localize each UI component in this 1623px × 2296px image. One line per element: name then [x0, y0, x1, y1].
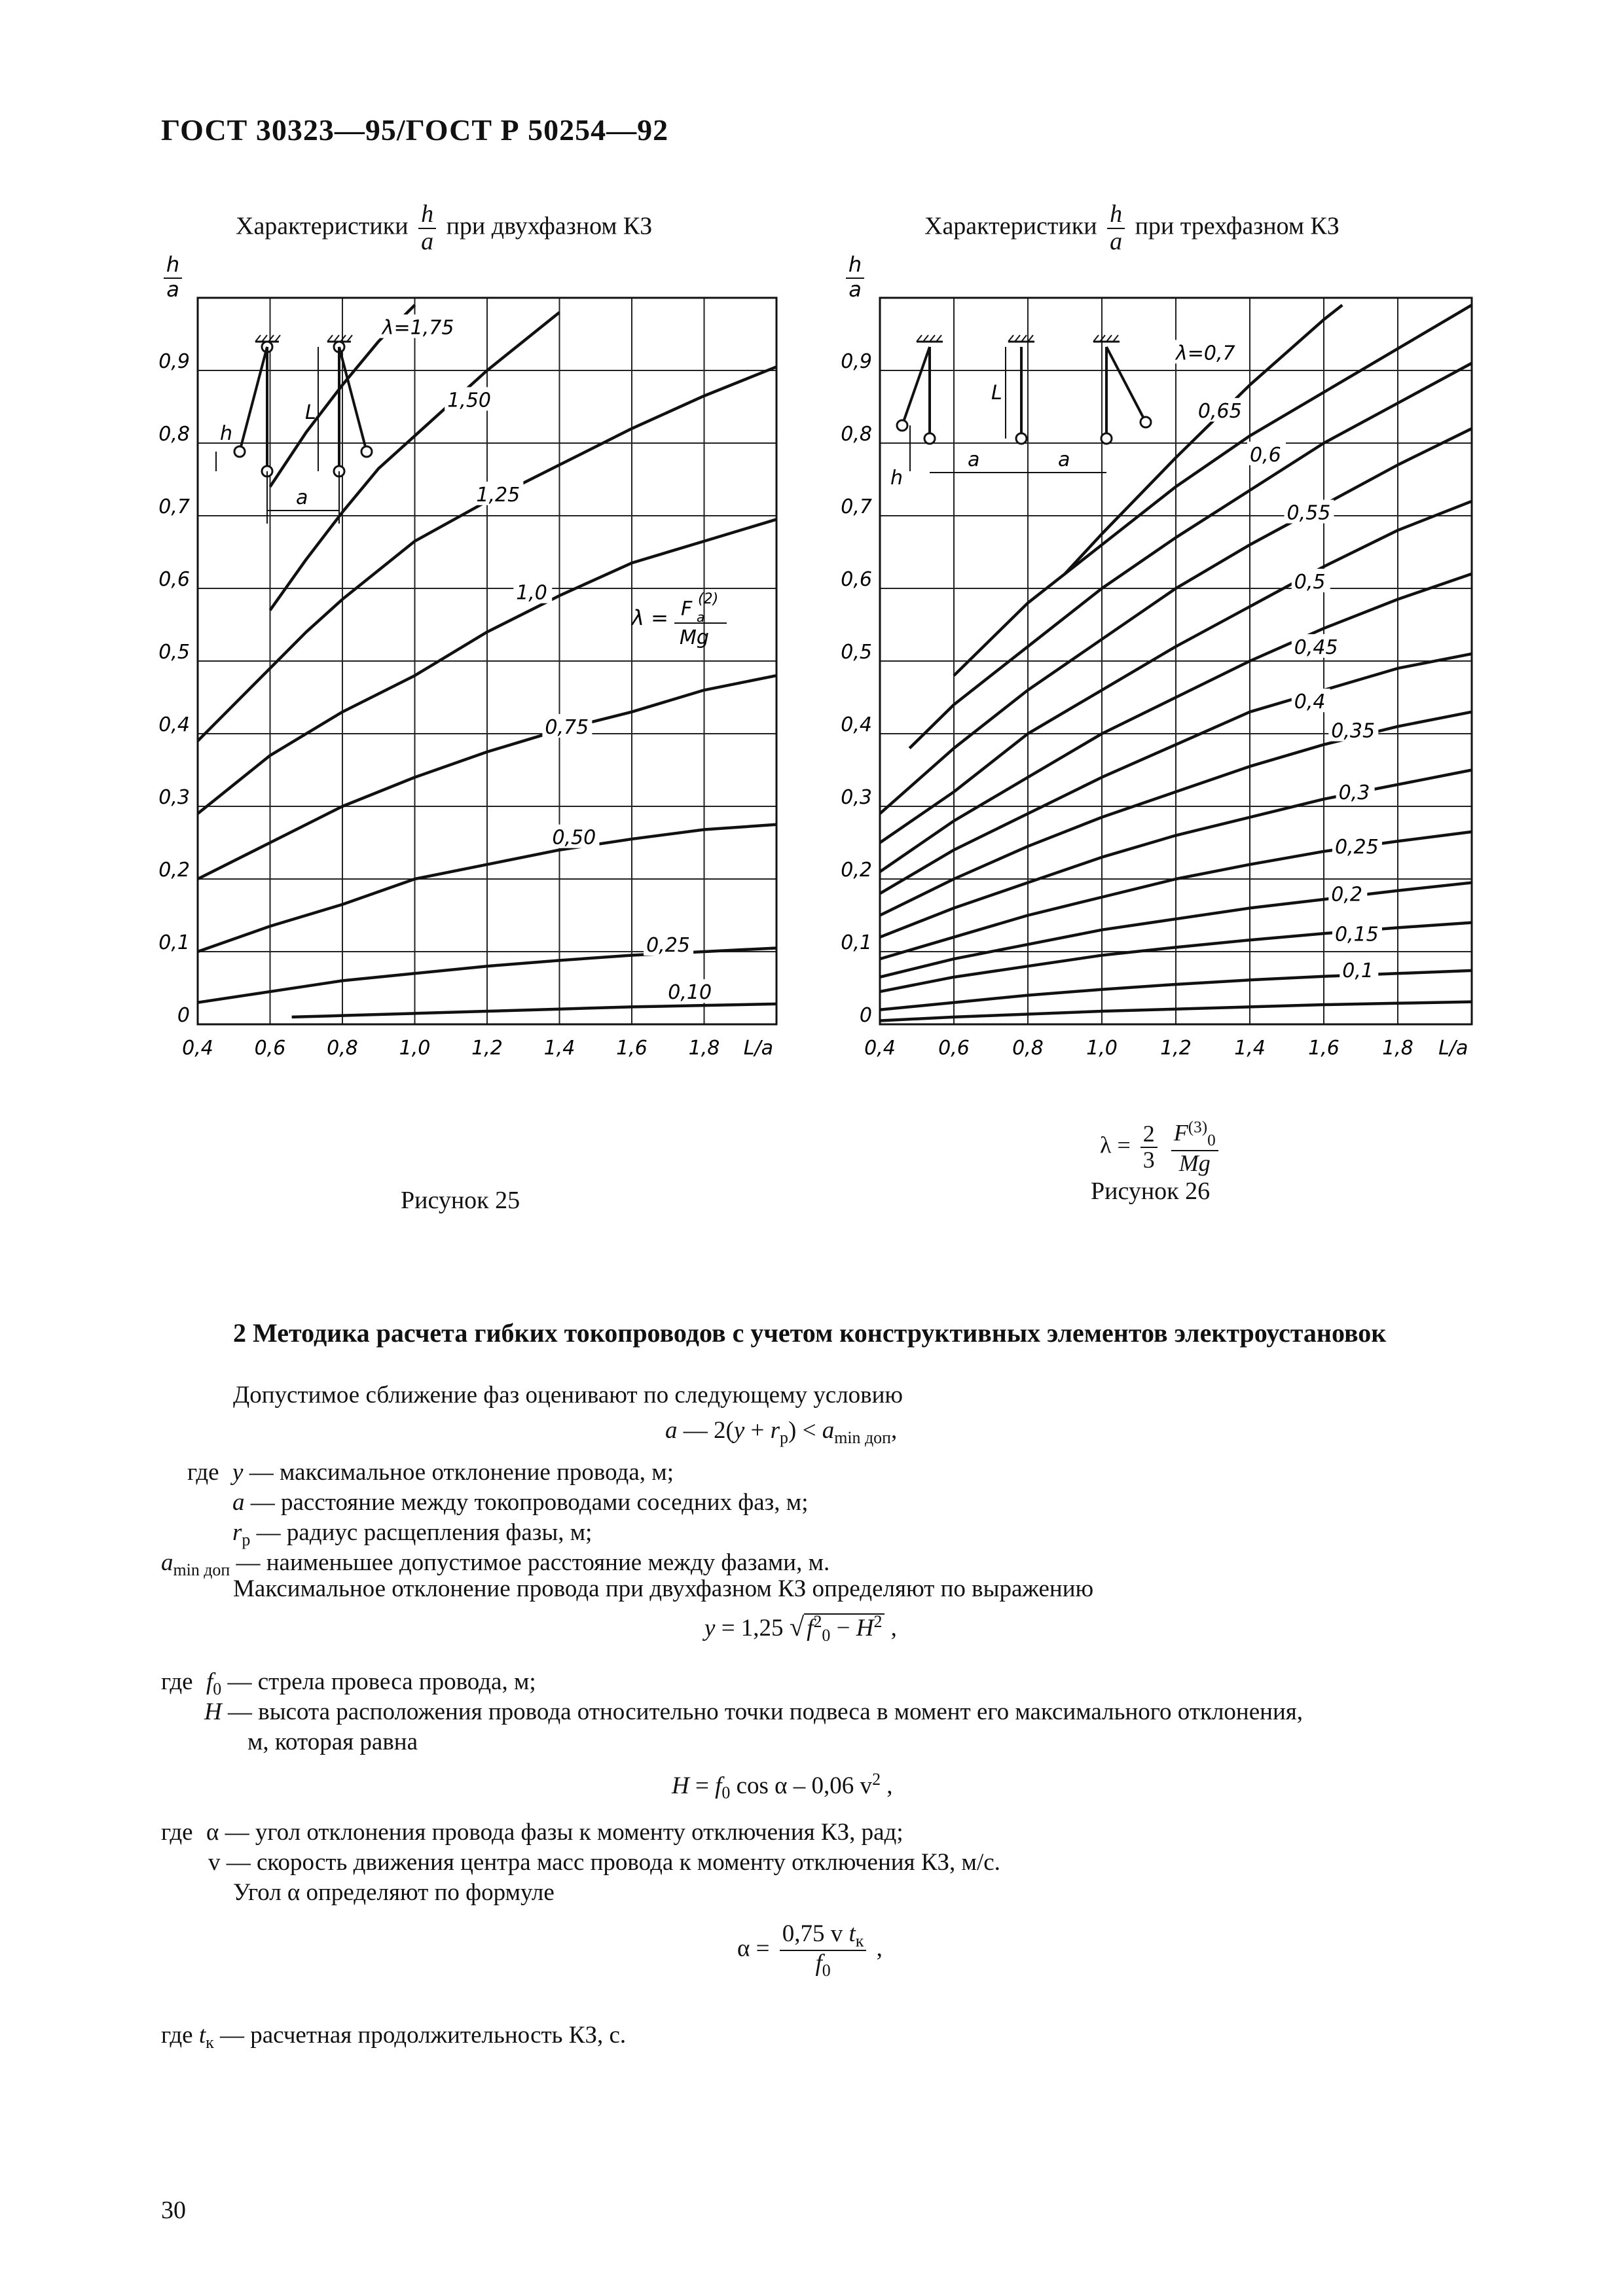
series-label-5: 0,50: [552, 826, 596, 850]
y-tick-label: 0,5: [158, 641, 190, 664]
paragraph-1: Допустимое сближение фаз оценивают по следующему условию: [233, 1382, 903, 1408]
fig26-lambda-formula: λ = $\frac{2}{3}$ $\frac{F^{(3)}_0}{Mg}$: [1100, 1119, 1222, 1175]
y-tick-label: 0,8: [841, 423, 872, 446]
series-label-0: λ=0,7: [1176, 342, 1235, 365]
defs3-where: где: [161, 1819, 193, 1846]
conductor-3-swing: [1106, 347, 1146, 422]
lambda-sub: a: [697, 609, 705, 625]
series-label-4: 0,75: [545, 716, 589, 739]
y-tick-label: 0,6: [158, 568, 190, 591]
y-axis-label-den: a: [848, 277, 862, 302]
series-label-5: 0,45: [1294, 636, 1338, 659]
series-label-12: 0,1: [1342, 959, 1374, 982]
lambda-lhs: λ =: [632, 605, 668, 630]
x-tick-label: 0,4: [182, 1037, 213, 1060]
x-tick-label: 0,8: [327, 1037, 358, 1060]
y-axis-label-den: a: [166, 277, 179, 302]
defs2-where: где: [161, 1668, 193, 1695]
series-label-4: 0,5: [1294, 571, 1326, 594]
lambda-den: Mg: [680, 626, 709, 649]
suspension-schematic: [216, 335, 372, 524]
series-label-6: 0,4: [1294, 691, 1326, 714]
x-tick-label: 1,6: [1308, 1037, 1340, 1060]
x-tick-label: 1,4: [543, 1037, 575, 1060]
fig26-title-suffix: при трехфазном КЗ: [1135, 212, 1340, 240]
y-tick-label: 0,9: [158, 350, 190, 373]
schematic-label-a2: a: [1058, 448, 1070, 471]
x-axis-label: L/a: [743, 1037, 773, 1060]
schematic-label-L: L: [305, 401, 316, 424]
series-label-8: 0,3: [1338, 781, 1370, 804]
lambda-num: F: [681, 598, 693, 620]
series-label-3: 1,0: [516, 581, 547, 605]
y-tick-label: 0,6: [841, 568, 872, 591]
series-label-7: 0,10: [668, 981, 712, 1005]
def-amin: $a_{min доп}$ — наименьшее допустимое расстояние между фазами, м.: [161, 1549, 830, 1579]
def-a: a — расстояние между токопроводами соседних фаз, м;: [232, 1489, 809, 1516]
series-label-10: 0,2: [1331, 883, 1363, 906]
x-tick-label: 0,6: [938, 1037, 970, 1060]
paragraph-3: Угол α определяют по формуле: [233, 1879, 555, 1906]
chart-fig25: [151, 252, 792, 1086]
y-tick-label: 0,1: [841, 931, 872, 954]
fig26-caption: Рисунок 26: [1091, 1177, 1211, 1205]
y-tick-label: 0,9: [841, 350, 872, 373]
schematic-label-L: L: [991, 382, 1002, 404]
def-tk: где $t_к$ — расчетная продолжительность КЗ, с.: [161, 2022, 627, 2052]
def-r: $r_р$ — радиус расщепления фазы, м;: [232, 1519, 593, 1549]
y-axis-label-num: h: [166, 252, 180, 277]
paragraph-2: Максимальное отклонение провода при двухфазном КЗ определяют по выражению: [233, 1575, 1094, 1602]
def-f0: $f_0$ — стрела провеса провода, м;: [206, 1668, 536, 1698]
series-label-3: 0,55: [1286, 501, 1331, 525]
fig26-title: [924, 202, 1340, 255]
x-axis-label: L/a: [1438, 1037, 1468, 1060]
def-v: v — скорость движения центра масс провода к моменту отключения КЗ, м/с.: [208, 1849, 1000, 1876]
y-tick-label: 0,5: [841, 641, 872, 664]
series-label-1: 1,50: [447, 389, 492, 412]
x-tick-label: 1,6: [616, 1037, 647, 1060]
y-axis-label-num: h: [848, 252, 862, 277]
fig26-title-prefix: Характеристики: [924, 212, 1097, 240]
conductor-node: [361, 446, 372, 457]
formula-1: a — $2(y + r_р) < a_{min доп}$,: [665, 1417, 898, 1447]
conductor-node: [924, 433, 935, 444]
conductor-node: [1101, 433, 1112, 444]
y-tick-label: 0,4: [158, 713, 190, 736]
series-label-11: 0,15: [1334, 923, 1379, 946]
y-tick-label: 0,3: [841, 786, 872, 809]
page-number: 30: [161, 2197, 186, 2224]
x-tick-label: 0,6: [254, 1037, 286, 1060]
conductor-left-swing: [240, 347, 267, 452]
chart-fig26: [825, 252, 1493, 1086]
def-H-cont: м, которая равна: [247, 1729, 418, 1755]
fig26-title-fraction: $\frac{h}{a}$: [1107, 202, 1125, 255]
x-tick-label: 1,0: [399, 1037, 431, 1060]
suspension-schematic: [890, 335, 1151, 490]
formula-4: α = $\frac{0,75 v t_к}{f_0}$ ,: [737, 1920, 883, 1980]
schematic-label-h: h: [220, 422, 233, 445]
y-tick-label: 0,8: [158, 423, 190, 446]
lambda-formula-fig25: [630, 591, 727, 649]
series-label-6: 0,25: [646, 934, 690, 957]
fig25-caption: Рисунок 25: [401, 1187, 520, 1214]
y-tick-label: 0,7: [841, 495, 872, 518]
x-tick-label: 1,8: [688, 1037, 720, 1060]
conductor-node: [234, 446, 245, 457]
fig25-title-fraction: $\frac{h}{a}$: [418, 202, 436, 255]
y-tick-label: 0,1: [158, 931, 190, 954]
page-header: ГОСТ 30323—95/ГОСТ Р 50254—92: [161, 113, 669, 147]
def-alpha: α — угол отклонения провода фазы к моменту отключения КЗ, рад;: [206, 1819, 903, 1846]
x-tick-label: 1,8: [1382, 1037, 1413, 1060]
x-tick-label: 1,0: [1086, 1037, 1118, 1060]
lambda-sup: (2): [698, 591, 719, 607]
def-y: y — максимальное отклонение провода, м;: [232, 1459, 674, 1486]
y-tick-label: 0: [177, 1004, 190, 1027]
conductor-node: [1140, 417, 1151, 427]
series-label-2: 1,25: [476, 483, 520, 507]
fig25-title-prefix: Характеристики: [236, 212, 409, 240]
series-label-9: 0,25: [1334, 836, 1379, 859]
section-title: 2 Методика расчета гибких токопроводов с учетом конструктивных элементов электроустановок: [233, 1318, 1387, 1348]
conductor-node: [1016, 433, 1027, 444]
schematic-label-a: a: [296, 486, 308, 509]
schematic-label-a1: a: [968, 448, 980, 471]
series-label-7: 0,35: [1331, 719, 1376, 743]
y-tick-label: 0: [859, 1004, 872, 1027]
x-tick-label: 0,4: [864, 1037, 896, 1060]
fig25-title-suffix: при двухфазном КЗ: [446, 212, 653, 240]
defs1-where: где: [187, 1459, 219, 1486]
y-tick-label: 0,4: [841, 713, 872, 736]
fig25-title: [236, 202, 652, 255]
x-tick-label: 1,2: [1160, 1037, 1192, 1060]
y-tick-label: 0,3: [158, 786, 190, 809]
conductor-node: [897, 420, 907, 431]
conductor-1-swing: [902, 347, 930, 425]
x-tick-label: 1,4: [1234, 1037, 1266, 1060]
formula-2: y = 1,25 √ $f^2_0 - H^2$ ,: [704, 1612, 897, 1645]
def-H: H — высота расположения провода относительно точки подвеса в момент его максимального отклонения,: [204, 1698, 1304, 1725]
y-tick-label: 0,2: [841, 859, 872, 882]
series-label-2: 0,6: [1250, 443, 1281, 467]
y-tick-label: 0,7: [158, 495, 190, 518]
formula-3: $H = f_0$ cos α – 0,06 $v^2$ ,: [672, 1770, 893, 1803]
schematic-label-h: h: [890, 467, 903, 490]
x-tick-label: 0,8: [1012, 1037, 1044, 1060]
series-label-1: 0,65: [1197, 400, 1242, 423]
y-tick-label: 0,2: [158, 859, 190, 882]
series-label-0: λ=1,75: [382, 316, 454, 340]
x-tick-label: 1,2: [471, 1037, 503, 1060]
